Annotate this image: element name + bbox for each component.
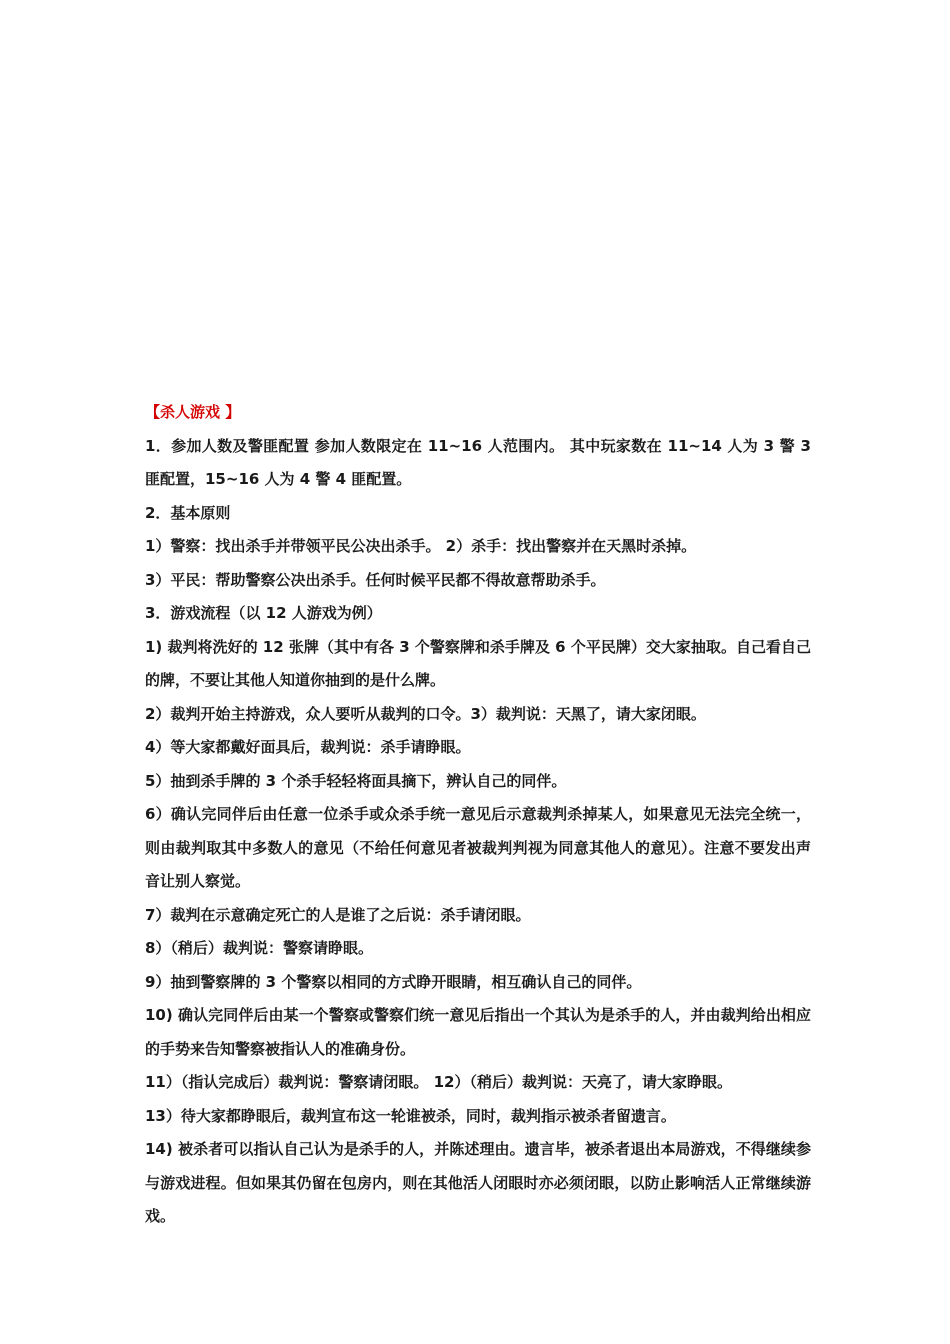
paragraph-game-flow-heading: 3．游戏流程（以 12 人游戏为例）: [145, 604, 382, 622]
document-title: 【杀人游戏 】: [145, 403, 241, 421]
paragraph-step-6: 6）确认完同伴后由任意一位杀手或众杀手统一意见后示意裁判杀掉某人，如果意见无法完全统一，则由裁判取其中多数人的意见（不给任何意见者被裁判判视为同意其他人的意见）。注意不要发出声音让别人察觉。: [145, 805, 811, 890]
paragraph-step-14: 14) 被杀者可以指认自己认为是杀手的人，并陈述理由。遗言毕，被杀者退出本局游戏，不得继续参与游戏进程。但如果其仍留在包房内，则在其他活人闭眼时亦必须闭眼，以防止影响活人正常继续游戏。: [145, 1140, 811, 1225]
paragraph-basic-principles-heading: 2．基本原则: [145, 503, 231, 522]
paragraph-step-10: 10) 确认完同伴后由某一个警察或警察们统一意见后指出一个其认为是杀手的人，并由裁判给出相应的手势来告知警察被指认人的准确身份。: [145, 1006, 811, 1058]
paragraph-step-5: 5）抽到杀手牌的 3 个杀手轻轻将面具摘下，辨认自己的同伴。: [145, 771, 567, 790]
paragraph-step-1: 1) 裁判将洗好的 12 张牌（其中有各 3 个警察牌和杀手牌及 6 个平民牌）交大家抽取。自己看自己的牌，不要让其他人知道你抽到的是什么牌。: [145, 637, 811, 689]
paragraph-step-8: 8）（稍后）裁判说：警察请睁眼。: [145, 939, 373, 957]
paragraph-participants: 1．参加人数及警匪配置 参加人数限定在 11~16 人范围内。 其中玩家数在 11~14 人为 3 警 3 匪配置，15~16 人为 4 警 4 匪配置。: [145, 436, 811, 488]
paragraph-step-4: 4）等大家都戴好面具后，裁判说：杀手请睁眼。: [145, 738, 471, 756]
paragraph-step-2-3: 2）裁判开始主持游戏，众人要听从裁判的口令。3）裁判说：天黑了，请大家闭眼。: [145, 704, 706, 723]
paragraph-civilian-role: 3）平民：帮助警察公决出杀手。任何时候平民都不得故意帮助杀手。: [145, 570, 606, 589]
document-body: [145, 396, 811, 1234]
paragraph-step-11-12: 11）（指认完成后）裁判说：警察请闭眼。 12）（稍后）裁判说：天亮了，请大家睁眼。: [145, 1073, 732, 1091]
paragraph-step-13: 13）待大家都睁眼后，裁判宣布这一轮谁被杀，同时，裁判指示被杀者留遗言。: [145, 1106, 676, 1125]
paragraph-step-9: 9）抽到警察牌的 3 个警察以相同的方式睁开眼睛，相互确认自己的同伴。: [145, 972, 642, 991]
paragraph-step-7: 7）裁判在示意确定死亡的人是谁了之后说：杀手请闭眼。: [145, 905, 531, 924]
paragraph-police-killer-roles: 1）警察：找出杀手并带领平民公决出杀手。 2）杀手：找出警察并在天黑时杀掉。: [145, 537, 697, 555]
